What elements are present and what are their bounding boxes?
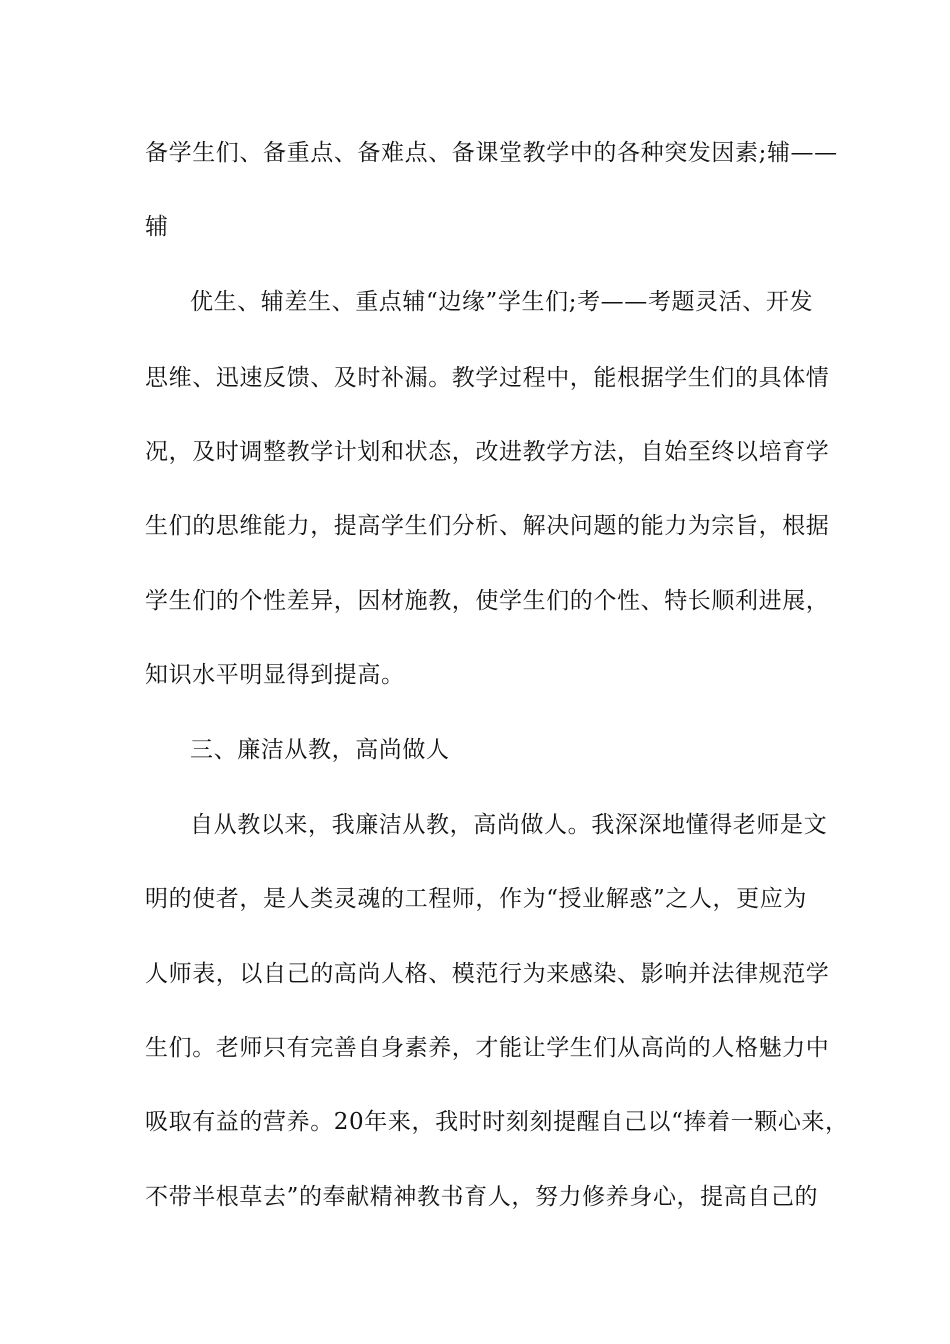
- text-line: 备学生们、备重点、备难点、备课堂教学中的各种突发因素;辅——: [145, 140, 838, 166]
- section-heading: 三、廉洁从教，高尚做人: [190, 737, 450, 763]
- text-line: 不带半根草去”的奉献精神教书育人，努力修养身心，提高自己的: [145, 1184, 819, 1210]
- text-line: 思维、迅速反馈、及时补漏。教学过程中，能根据学生们的具体情: [145, 365, 830, 391]
- text-line: 人师表，以自己的高尚人格、模范行为来感染、影响并法律规范学: [145, 961, 830, 987]
- paragraph-start-line: 优生、辅差生、重点辅“边缘”学生们;考——考题灵活、开发: [190, 289, 814, 315]
- text-line: 明的使者，是人类灵魂的工程师，作为“授业解惑”之人，更应为: [145, 886, 807, 912]
- text-line: 知识水平明显得到提高。: [145, 662, 405, 688]
- text-line: 学生们的个性差异，因材施教，使学生们的个性、特长顺利进展，: [145, 588, 830, 614]
- text-line: 生们的思维能力，提高学生们分析、解决问题的能力为宗旨，根据: [145, 513, 830, 539]
- text-line: 况，及时调整教学计划和状态，改进教学方法，自始至终以培育学: [145, 439, 830, 465]
- text-line: 吸取有益的营养。20年来，我时时刻刻提醒自己以“捧着一颗心来，: [145, 1109, 849, 1135]
- text-line: 辅: [145, 214, 169, 240]
- paragraph-start-line: 自从教以来，我廉洁从教，高尚做人。我深深地懂得老师是文: [190, 812, 828, 838]
- text-line: 生们。老师只有完善自身素养，才能让学生们从高尚的人格魅力中: [145, 1035, 830, 1061]
